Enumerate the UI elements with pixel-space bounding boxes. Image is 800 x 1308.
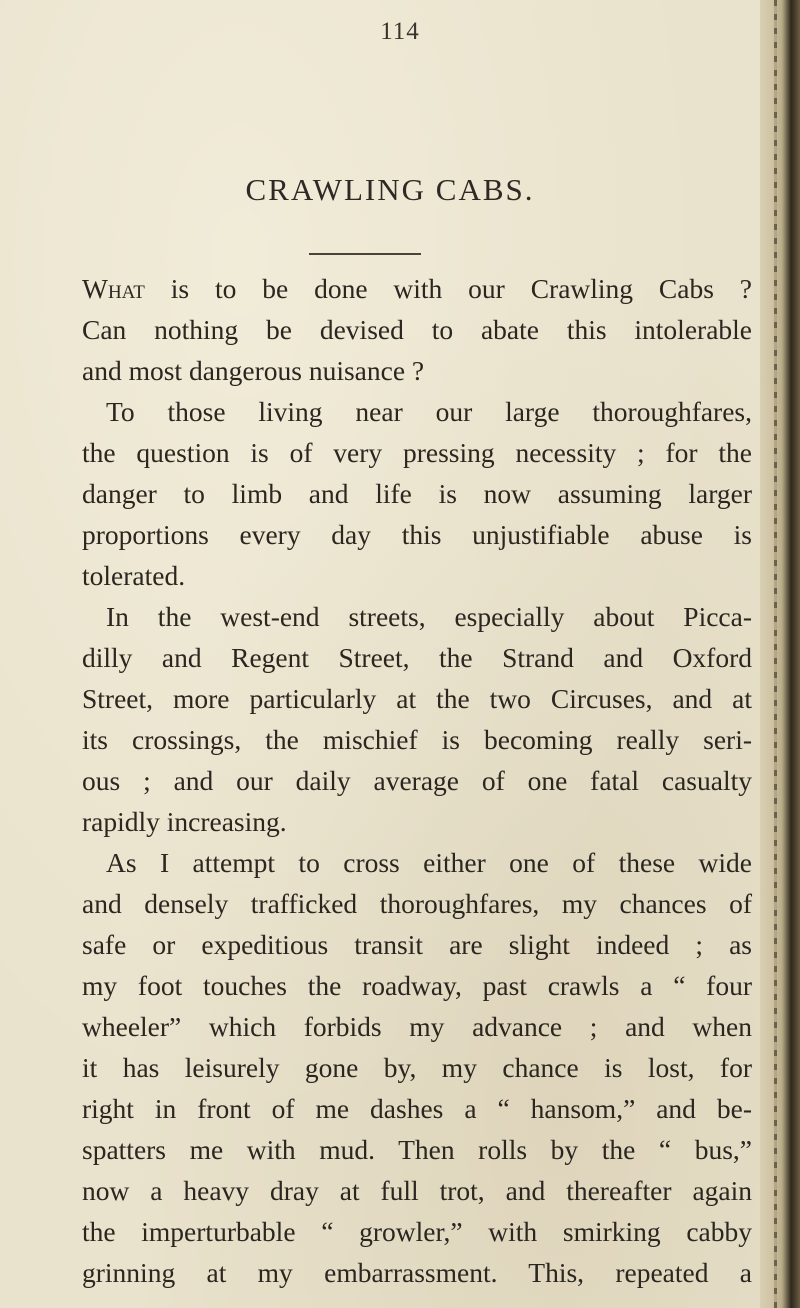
text-line: [82, 719, 752, 760]
line-text: dilly and Regent Street, the Strand and Oxford: [82, 642, 752, 673]
line-text: Street, more particularly at the two Circuses, and at: [82, 683, 752, 714]
line-text: ous ; and our daily average of one fatal casualty: [82, 765, 752, 796]
line-text: my foot touches the roadway, past crawls a “ four: [82, 970, 752, 1001]
text-line: [82, 1211, 752, 1252]
text-line: [82, 391, 752, 432]
line-text: danger to limb and life is now assuming larger: [82, 478, 752, 509]
drop-word: What: [82, 273, 145, 304]
text-line: [82, 842, 752, 883]
line-text: and most dangerous nuisance ?: [82, 355, 425, 386]
text-line: [82, 637, 752, 678]
line-text: is to be done with our Crawling Cabs ?: [144, 273, 752, 304]
page-edge-binding: [760, 0, 800, 1308]
body-text: [82, 268, 752, 1293]
text-line: [82, 268, 752, 309]
text-line: [82, 760, 752, 801]
line-text: wheeler” which forbids my advance ; and when: [82, 1011, 752, 1042]
line-text: rapidly increasing.: [82, 806, 287, 837]
line-text: and densely trafficked thoroughfares, my chances of: [82, 888, 752, 919]
line-text: Can nothing be devised to abate this intolerable: [82, 314, 752, 345]
line-text: As I attempt to cross either one of these wide: [106, 847, 752, 878]
line-text: In the west-end streets, especially about Picca-: [106, 601, 752, 632]
line-text: safe or expeditious transit are slight indeed ; as: [82, 929, 752, 960]
text-line: [82, 924, 752, 965]
text-line: [82, 678, 752, 719]
text-line: [82, 883, 752, 924]
text-line: [82, 596, 752, 637]
line-text: spatters me with mud. Then rolls by the “ bus,”: [82, 1134, 752, 1165]
text-line: [82, 1129, 752, 1170]
line-text: proportions every day this unjustifiable abuse is: [82, 519, 752, 550]
line-text: tolerated.: [82, 560, 186, 591]
line-text: it has leisurely gone by, my chance is lost, for: [82, 1052, 752, 1083]
line-text: To those living near our large thoroughfares,: [106, 396, 752, 427]
line-text: its crossings, the mischief is becoming really seri-: [82, 724, 752, 755]
line-text: the imperturbable “ growler,” with smirking cabby: [82, 1216, 752, 1247]
text-line: [82, 514, 752, 555]
line-text: grinning at my embarrassment. This, repeated a: [82, 1257, 752, 1288]
text-line: [82, 1006, 752, 1047]
text-line: [82, 555, 752, 596]
title-rule: [309, 253, 421, 255]
text-line: [82, 1170, 752, 1211]
text-line: [82, 801, 752, 842]
text-line: [82, 1088, 752, 1129]
text-line: [82, 1047, 752, 1088]
text-line: [82, 473, 752, 514]
line-text: the question is of very pressing necessity ; for the: [82, 437, 752, 468]
line-text: right in front of me dashes a “ hansom,” and be-: [82, 1093, 752, 1124]
text-line: [82, 965, 752, 1006]
line-text: now a heavy dray at full trot, and thereafter again: [82, 1175, 752, 1206]
page-number: 114: [380, 18, 420, 45]
text-line: [82, 1252, 752, 1293]
text-line: [82, 350, 752, 391]
text-line: [82, 432, 752, 473]
chapter-title: CRAWLING CABS.: [245, 172, 535, 207]
text-line: [82, 309, 752, 350]
